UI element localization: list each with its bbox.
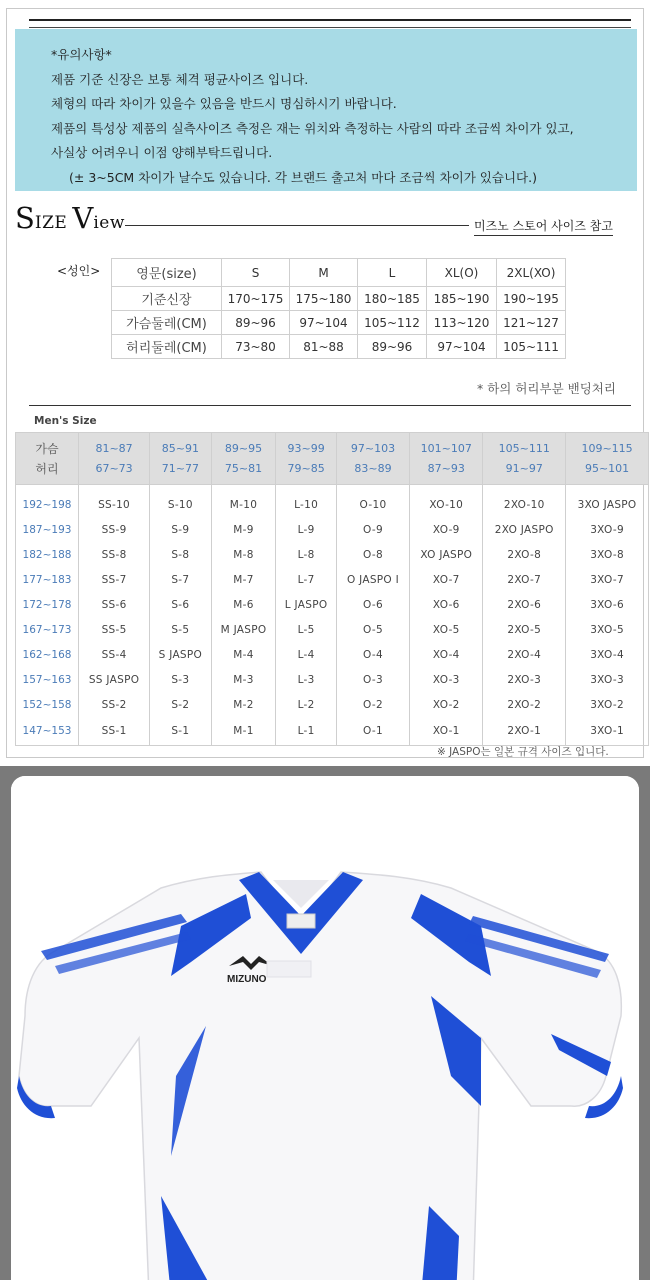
size-code-cell: L-5 [276,618,336,643]
size-code-cell: XO-9 [410,518,483,543]
size-code-cell: SS-5 [79,618,150,643]
size-code-cell: S-3 [150,668,211,693]
size-code-cell: 2XO-8 [483,543,566,568]
size-code-cell: S-5 [150,618,211,643]
top-rule [29,19,631,21]
mens-size-label: Men's Size [34,415,97,427]
size-code-cell: 2XO-6 [483,593,566,618]
size-code-cell: 2XO-5 [483,618,566,643]
size-code-cell: XO-6 [410,593,483,618]
brand-logo-text: MIZUNO [227,974,267,985]
notice-box [15,29,637,191]
table-header-cell: 101~107 87~93 [410,433,483,485]
table-cell: S [222,259,290,287]
size-code-cell: M-2 [211,693,276,718]
table-header-cell: 109~115 95~101 [566,433,649,485]
size-code-cell: L-2 [276,693,336,718]
size-code-cell: M-4 [211,643,276,668]
table-row [16,493,649,518]
size-code-cell: L JASPO [276,593,336,618]
size-code-cell: 2XO JASPO [483,518,566,543]
size-code-cell: L-7 [276,568,336,593]
height-range-cell: 157~163 [16,668,79,693]
size-code-cell: 3XO-2 [566,693,649,718]
table-row [16,643,649,668]
table-cell: 허리둘레(CM) [112,335,222,359]
table-cell: 81~88 [290,335,358,359]
size-code-cell: O-9 [336,518,409,543]
size-code-cell: SS-4 [79,643,150,668]
size-code-cell: O-4 [336,643,409,668]
table-row [112,287,566,311]
size-code-cell: S-1 [150,718,211,746]
size-code-cell: O JASPO I [336,568,409,593]
table-cell: 170~175 [222,287,290,311]
size-code-cell: M JASPO [211,618,276,643]
table-header-cell: 97~103 83~89 [336,433,409,485]
size-code-cell: XO-2 [410,693,483,718]
size-code-cell: 2XO-7 [483,568,566,593]
size-code-cell: XO-3 [410,668,483,693]
table-cell: 89~96 [358,335,427,359]
size-view-title: SIZE View [15,201,125,235]
height-range-cell: 152~158 [16,693,79,718]
top-rule-thin [29,27,631,28]
size-code-cell: M-1 [211,718,276,746]
size-code-cell: O-10 [336,493,409,518]
table-header-row [16,433,649,485]
table-row [16,618,649,643]
table-row [112,259,566,287]
height-range-cell: 172~178 [16,593,79,618]
table-cell: 121~127 [497,311,566,335]
table-cell: 97~104 [427,335,497,359]
size-code-cell: M-10 [211,493,276,518]
jersey-image [11,776,639,1280]
table-cell: 105~112 [358,311,427,335]
height-range-cell: 182~188 [16,543,79,568]
size-code-cell: S-2 [150,693,211,718]
size-code-cell: M-3 [211,668,276,693]
size-code-cell: L-10 [276,493,336,518]
table-cell: 73~80 [222,335,290,359]
table-cell: XL(O) [427,259,497,287]
size-code-cell: O-1 [336,718,409,746]
size-code-cell: SS-10 [79,493,150,518]
size-code-cell: L-9 [276,518,336,543]
size-code-cell: 2XO-10 [483,493,566,518]
table-header-cell: 105~111 91~97 [483,433,566,485]
table-cell: 180~185 [358,287,427,311]
waist-note: * 하의 허리부분 밴딩처리 [477,381,616,396]
table-cell: 175~180 [290,287,358,311]
height-range-cell: 147~153 [16,718,79,746]
size-code-cell: S-8 [150,543,211,568]
title-rule [125,225,469,226]
height-range-cell: 187~193 [16,518,79,543]
size-code-cell: 3XO-3 [566,668,649,693]
jaspo-note: ※ JASPO는 일본 규격 사이즈 입니다. [437,746,609,758]
mens-size-table [15,432,649,746]
table-cell: 105~111 [497,335,566,359]
table-cell: 영문(size) [112,259,222,287]
size-code-cell: M-7 [211,568,276,593]
size-code-cell: 2XO-3 [483,668,566,693]
size-code-cell: XO-7 [410,568,483,593]
size-code-cell: SS-7 [79,568,150,593]
size-code-cell: 2XO-2 [483,693,566,718]
table-cell: 89~96 [222,311,290,335]
table-row [16,668,649,693]
table-header-cell: 81~87 67~73 [79,433,150,485]
notice-line: 사실상 어려우니 이점 양해부탁드립니다. [51,145,273,161]
notice-heading: *유의사항* [51,47,112,62]
height-range-cell: 192~198 [16,493,79,518]
size-code-cell: 3XO-1 [566,718,649,746]
size-reference-link[interactable]: 미즈노 스토어 사이즈 참고 [474,217,613,236]
size-code-cell: SS-2 [79,693,150,718]
notice-line: 제품 기준 신장은 보통 체격 평균사이즈 입니다. [51,71,309,87]
table-row [112,335,566,359]
size-code-cell: 3XO-5 [566,618,649,643]
size-code-cell: O-5 [336,618,409,643]
size-code-cell: SS-6 [79,593,150,618]
size-code-cell: 2XO-4 [483,643,566,668]
size-code-cell: XO-1 [410,718,483,746]
adult-label: <성인> [57,264,101,278]
size-code-cell: 3XO-8 [566,543,649,568]
table-cell: 97~104 [290,311,358,335]
table-row [16,718,649,746]
size-code-cell: L-3 [276,668,336,693]
notice-line: 체형의 따라 차이가 있을수 있음을 반드시 명심하시기 바랍니다. [51,96,397,112]
size-code-cell: M-9 [211,518,276,543]
size-code-cell: L-1 [276,718,336,746]
adult-size-table [111,258,566,359]
product-photo [11,776,639,1280]
size-code-cell: 3XO-7 [566,568,649,593]
size-info-frame [6,8,644,758]
table-header-cell: 93~99 79~85 [276,433,336,485]
height-range-cell: 162~168 [16,643,79,668]
spacer-row [16,485,649,493]
table-row [16,568,649,593]
size-code-cell: L-4 [276,643,336,668]
size-code-cell: S-6 [150,593,211,618]
height-range-cell: 177~183 [16,568,79,593]
table-cell: 기준신장 [112,287,222,311]
table-row [16,518,649,543]
table-cell: 2XL(XO) [497,259,566,287]
size-code-cell: S JASPO [150,643,211,668]
height-range-cell: 167~173 [16,618,79,643]
table-row [112,311,566,335]
size-code-cell: M-8 [211,543,276,568]
table-row [16,693,649,718]
table-cell: 185~190 [427,287,497,311]
size-code-cell: O-2 [336,693,409,718]
table-row [16,543,649,568]
size-code-cell: 3XO-9 [566,518,649,543]
table-cell: 가슴둘레(CM) [112,311,222,335]
size-code-cell: SS-8 [79,543,150,568]
size-code-cell: 3XO-6 [566,593,649,618]
table-row [16,593,649,618]
table-cell: 190~195 [497,287,566,311]
size-code-cell: M-6 [211,593,276,618]
table-header-cell: 85~91 71~77 [150,433,211,485]
size-code-cell: S-7 [150,568,211,593]
size-code-cell: L-8 [276,543,336,568]
table-cell: 113~120 [427,311,497,335]
size-code-cell: O-8 [336,543,409,568]
size-code-cell: XO-4 [410,643,483,668]
table-cell: L [358,259,427,287]
size-code-cell: O-3 [336,668,409,693]
section-rule [29,405,631,406]
size-code-cell: XO-5 [410,618,483,643]
notice-line: (± 3~5CM 차이가 날수도 있습니다. 각 브랜드 출고처 마다 조금씩 차이가 있습니다.) [69,169,537,185]
size-code-cell: SS-1 [79,718,150,746]
table-cell: M [290,259,358,287]
table-corner-cell: 가슴 허리 [16,433,79,485]
size-code-cell: 3XO JASPO [566,493,649,518]
table-header-cell: 89~95 75~81 [211,433,276,485]
size-code-cell: SS JASPO [79,668,150,693]
size-code-cell: 2XO-1 [483,718,566,746]
size-code-cell: XO JASPO [410,543,483,568]
size-code-cell: SS-9 [79,518,150,543]
notice-line: 제품의 특성상 제품의 실측사이즈 측정은 재는 위치와 측정하는 사람의 따라 조금씩 차이가 있고, [51,120,574,136]
size-code-cell: XO-10 [410,493,483,518]
size-code-cell: S-10 [150,493,211,518]
size-code-cell: O-6 [336,593,409,618]
size-code-cell: S-9 [150,518,211,543]
size-code-cell: 3XO-4 [566,643,649,668]
